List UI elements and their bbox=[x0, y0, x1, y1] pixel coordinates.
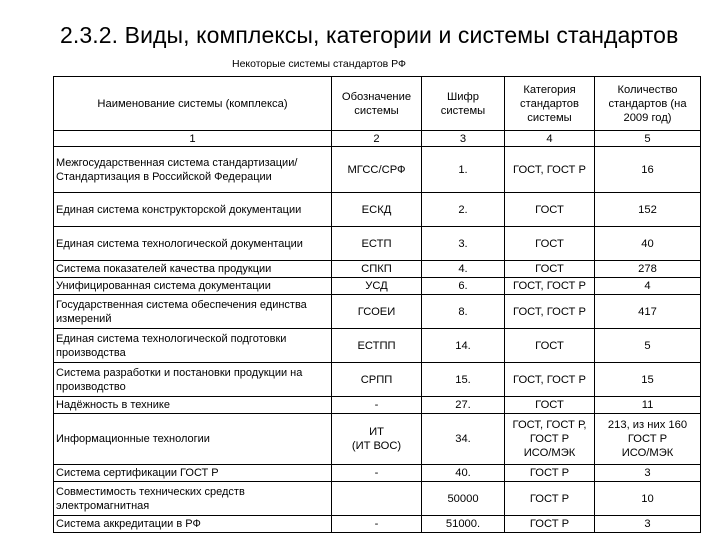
col-header-cipher: Шифр системы bbox=[422, 77, 505, 131]
cell-name: Совместимость технических средств электромагнитная bbox=[54, 482, 332, 516]
cell-count: 278 bbox=[595, 261, 701, 278]
cell-count: 152 bbox=[595, 193, 701, 227]
table-row bbox=[54, 261, 701, 278]
cell-cipher: 27. bbox=[422, 397, 505, 414]
cell-cipher: 14. bbox=[422, 329, 505, 363]
cell-count: 16 bbox=[595, 147, 701, 193]
cell-code: СПКП bbox=[332, 261, 422, 278]
table-row bbox=[54, 516, 701, 533]
cell-category: ГОСТ Р bbox=[505, 482, 595, 516]
cell-category: ГОСТ, ГОСТ Р bbox=[505, 278, 595, 295]
cell-category: ГОСТ, ГОСТ Р bbox=[505, 363, 595, 397]
cell-name: Система разработки и постановки продукции на производство bbox=[54, 363, 332, 397]
cell-category: ГОСТ Р bbox=[505, 465, 595, 482]
cell-cipher: 50000 bbox=[422, 482, 505, 516]
col-header-name: Наименование системы (комплекса) bbox=[54, 77, 332, 131]
cell-count: 3 bbox=[595, 516, 701, 533]
cell-name: Межгосударственная система стандартизации/Стандартизация в Российской Федерации bbox=[54, 147, 332, 193]
header-row bbox=[54, 77, 701, 131]
cell-cipher: 1. bbox=[422, 147, 505, 193]
cell-code: ЕСТПП bbox=[332, 329, 422, 363]
cell-name: Государственная система обеспечения единства измерений bbox=[54, 295, 332, 329]
standards-table bbox=[53, 76, 701, 533]
cell-category: ГОСТ, ГОСТ Р bbox=[505, 147, 595, 193]
cell-code: ЕСТП bbox=[332, 227, 422, 261]
cell-cipher: 15. bbox=[422, 363, 505, 397]
cell-category: ГОСТ, ГОСТ Р, ГОСТ Р ИСО/МЭК bbox=[505, 414, 595, 465]
cell-cipher: 34. bbox=[422, 414, 505, 465]
table-row bbox=[54, 482, 701, 516]
cell-code: МГСС/СРФ bbox=[332, 147, 422, 193]
col-header-category: Категория стандартов системы bbox=[505, 77, 595, 131]
col-number: 2 bbox=[332, 131, 422, 147]
cell-count: 4 bbox=[595, 278, 701, 295]
table-row bbox=[54, 465, 701, 482]
cell-category: ГОСТ bbox=[505, 193, 595, 227]
cell-name: Надёжность в технике bbox=[54, 397, 332, 414]
col-number: 3 bbox=[422, 131, 505, 147]
table-row bbox=[54, 414, 701, 465]
cell-category: ГОСТ bbox=[505, 227, 595, 261]
col-header-count: Количество стандартов (на 2009 год) bbox=[595, 77, 701, 131]
cell-code: УСД bbox=[332, 278, 422, 295]
cell-name: Информационные технологии bbox=[54, 414, 332, 465]
cell-name: Унифицированная система документации bbox=[54, 278, 332, 295]
column-number-row bbox=[54, 131, 701, 147]
page-title: 2.3.2. Виды, комплексы, категории и системы стандартов bbox=[60, 22, 679, 48]
cell-cipher: 2. bbox=[422, 193, 505, 227]
cell-category: ГОСТ bbox=[505, 329, 595, 363]
cell-category: ГОСТ bbox=[505, 397, 595, 414]
table-row bbox=[54, 147, 701, 193]
cell-name: Единая система технологической подготовки производства bbox=[54, 329, 332, 363]
cell-cipher: 8. bbox=[422, 295, 505, 329]
cell-cipher: 40. bbox=[422, 465, 505, 482]
col-number: 4 bbox=[505, 131, 595, 147]
cell-code: ИТ (ИТ ВОС) bbox=[332, 414, 422, 465]
cell-count: 417 bbox=[595, 295, 701, 329]
table-row bbox=[54, 193, 701, 227]
cell-code bbox=[332, 482, 422, 516]
cell-code: - bbox=[332, 465, 422, 482]
table-row bbox=[54, 363, 701, 397]
table-row bbox=[54, 227, 701, 261]
cell-cipher: 6. bbox=[422, 278, 505, 295]
cell-code: ЕСКД bbox=[332, 193, 422, 227]
cell-cipher: 3. bbox=[422, 227, 505, 261]
table-row bbox=[54, 397, 701, 414]
cell-name: Система показателей качества продукции bbox=[54, 261, 332, 278]
table-row bbox=[54, 295, 701, 329]
col-number: 1 bbox=[54, 131, 332, 147]
table-caption: Некоторые системы стандартов РФ bbox=[232, 58, 407, 70]
cell-category: ГОСТ, ГОСТ Р bbox=[505, 295, 595, 329]
col-number: 5 bbox=[595, 131, 701, 147]
cell-code: - bbox=[332, 516, 422, 533]
cell-count: 5 bbox=[595, 329, 701, 363]
cell-name: Система аккредитации в РФ bbox=[54, 516, 332, 533]
cell-code: ГСОЕИ bbox=[332, 295, 422, 329]
cell-count: 10 bbox=[595, 482, 701, 516]
cell-name: Система сертификации ГОСТ Р bbox=[54, 465, 332, 482]
table-row bbox=[54, 278, 701, 295]
cell-category: ГОСТ Р bbox=[505, 516, 595, 533]
cell-code: - bbox=[332, 397, 422, 414]
table-body bbox=[54, 147, 701, 533]
cell-name: Единая система конструкторской документации bbox=[54, 193, 332, 227]
cell-count: 11 bbox=[595, 397, 701, 414]
cell-count: 3 bbox=[595, 465, 701, 482]
cell-cipher: 51000. bbox=[422, 516, 505, 533]
table-row bbox=[54, 329, 701, 363]
cell-count: 213, из них 160 ГОСТ Р ИСО/МЭК bbox=[595, 414, 701, 465]
cell-code: СРПП bbox=[332, 363, 422, 397]
cell-count: 15 bbox=[595, 363, 701, 397]
cell-name: Единая система технологической документации bbox=[54, 227, 332, 261]
cell-count: 40 bbox=[595, 227, 701, 261]
cell-category: ГОСТ bbox=[505, 261, 595, 278]
cell-cipher: 4. bbox=[422, 261, 505, 278]
col-header-code: Обозначение системы bbox=[332, 77, 422, 131]
